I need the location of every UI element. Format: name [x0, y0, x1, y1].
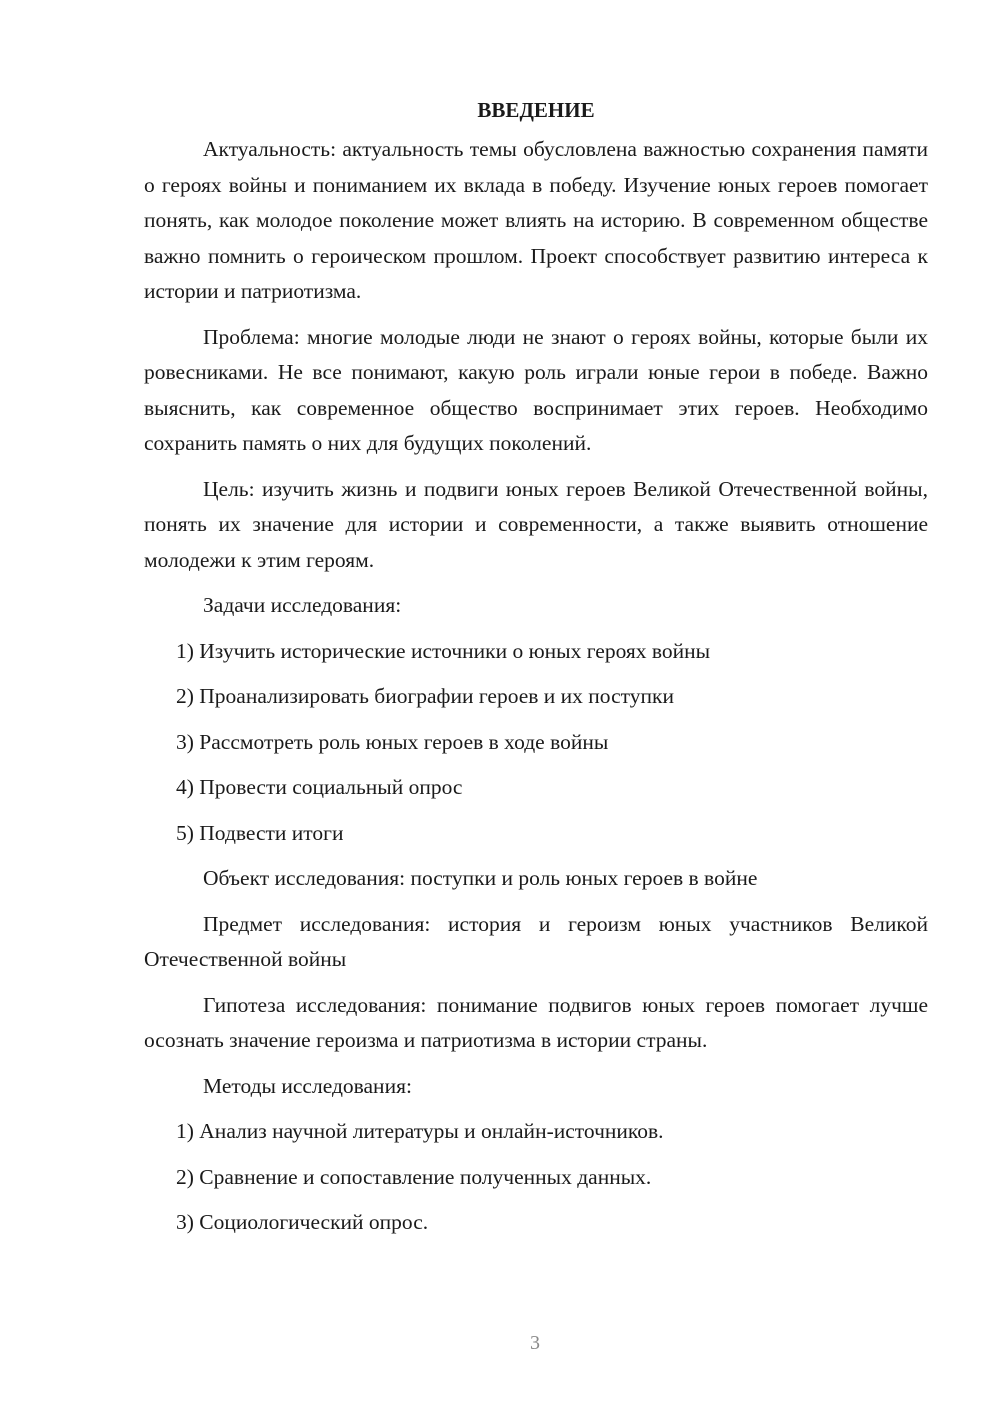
tasks-heading: Задачи исследования: — [203, 593, 402, 617]
subject-paragraph: Предмет исследования: история и героизм юных участников Великой Отечественной войны — [144, 911, 928, 971]
object-paragraph: Объект исследования: поступки и роль юных героев в войне — [203, 866, 758, 890]
task-item: 2) Проанализировать биографии героев и их поступки — [176, 684, 674, 708]
page-content — [144, 96, 928, 1251]
goal-paragraph: Цель: изучить жизнь и подвиги юных героев Великой Отечественной войны, понять их значение для истории и современности, а также выявить отношение молодежи к этим героям. — [144, 476, 928, 572]
task-item: 4) Провести социальный опрос — [176, 775, 463, 799]
task-item: 1) Изучить исторические источники о юных героях войны — [176, 638, 711, 663]
method-item: 2) Сравнение и сопоставление полученных данных. — [176, 1164, 652, 1189]
page-number: 3 — [530, 1332, 540, 1354]
method-item: 1) Анализ научной литературы и онлайн-источников. — [176, 1119, 664, 1143]
relevance-paragraph: Актуальность: актуальность темы обусловлена важностью сохранения памяти о героях войны и пониманием их вклада в победу. Изучение юных героев помогает понять, как молодое поколение может влиять на историю. В современном обществе важно помнить о героическом прошлом. Проект способствует развитию интереса к истории и патриотизма. — [144, 137, 928, 303]
methods-heading: Методы исследования: — [203, 1073, 412, 1098]
problem-paragraph: Проблема: многие молодые люди не знают о героях войны, которые были их ровесниками. Не все понимают, какую роль играли юные герои в победе. Важно выяснить, как современное общество воспринимает этих героев. Необходимо сохранить память о них для будущих поколений. — [144, 324, 928, 455]
section-title: ВВЕДЕНИЕ — [477, 98, 595, 122]
hypothesis-paragraph: Гипотеза исследования: понимание подвигов юных героев помогает лучше осознать значение героизма и патриотизма в истории страны. — [144, 992, 928, 1052]
task-item: 3) Рассмотреть роль юных героев в ходе войны — [176, 729, 609, 754]
task-item: 5) Подвести итоги — [176, 820, 344, 845]
method-item: 3) Социологический опрос. — [176, 1210, 429, 1234]
